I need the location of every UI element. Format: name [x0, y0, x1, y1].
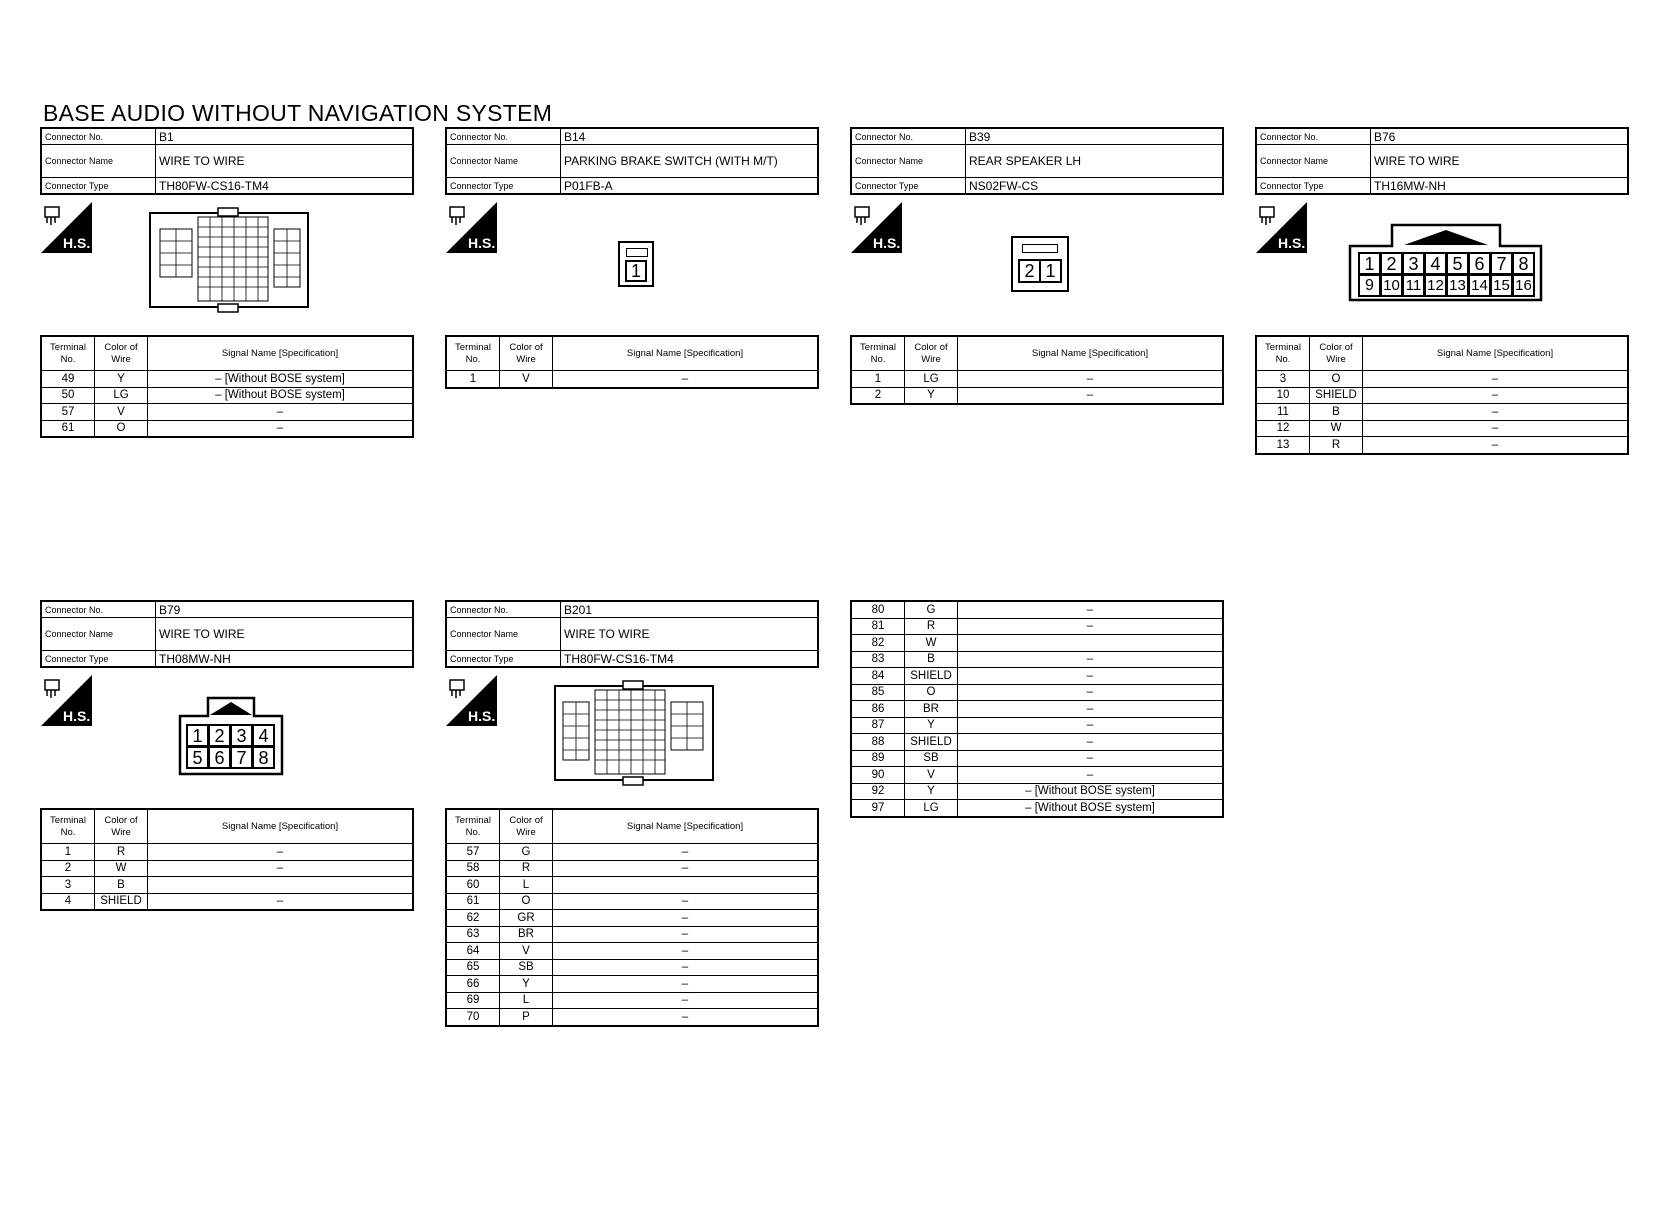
- pin: 1: [1358, 252, 1381, 275]
- signal-name-cell: –: [1363, 420, 1629, 437]
- table-row: [851, 783, 1223, 800]
- connector-diagram: [850, 195, 1224, 335]
- connector-name-label: Connector Name: [446, 145, 561, 178]
- connector-face: [178, 696, 284, 776]
- table-row: [446, 860, 818, 877]
- pin: 10: [1380, 274, 1403, 297]
- connector-no-label: Connector No.: [41, 601, 156, 618]
- pin: 5: [1446, 252, 1469, 275]
- table-row: [41, 877, 413, 894]
- pin: 3: [230, 724, 253, 747]
- terminal-no-cell: 61: [41, 420, 95, 437]
- connector-block-b1: [40, 127, 414, 438]
- pin: 4: [1424, 252, 1447, 275]
- wire-color-cell: W: [1310, 420, 1363, 437]
- connector-name-value: WIRE TO WIRE: [156, 145, 414, 178]
- table-row: [851, 734, 1223, 751]
- connector-no-label: Connector No.: [1256, 128, 1371, 145]
- color-of-wire-header: Color of Wire: [500, 809, 553, 844]
- signal-name-cell: –: [958, 387, 1224, 404]
- pin: 6: [1468, 252, 1491, 275]
- connector-no-value: B14: [561, 128, 819, 145]
- terminal-no-cell: 80: [851, 601, 905, 618]
- signal-name-cell: –: [1363, 404, 1629, 421]
- signal-name-cell: – [Without BOSE system]: [148, 387, 414, 404]
- terminal-no-cell: 13: [1256, 437, 1310, 454]
- table-row: [446, 943, 818, 960]
- terminal-no-header: Terminal No.: [41, 336, 95, 371]
- signal-name-cell: –: [958, 668, 1224, 685]
- signal-name-cell: –: [148, 893, 414, 910]
- terminal-no-cell: 49: [41, 371, 95, 388]
- signal-name-cell: –: [148, 420, 414, 437]
- wire-color-cell: Y: [905, 717, 958, 734]
- signal-name-cell: –: [148, 404, 414, 421]
- wire-color-cell: V: [500, 371, 553, 388]
- connector-name-value: WIRE TO WIRE: [561, 618, 819, 651]
- terminal-no-header: Terminal No.: [851, 336, 905, 371]
- svg-text:H.S.: H.S.: [468, 235, 496, 251]
- signal-name-cell: –: [958, 651, 1224, 668]
- wire-color-cell: GR: [500, 910, 553, 927]
- pin: 3: [1402, 252, 1425, 275]
- pin: 7: [230, 746, 253, 769]
- signal-name-cell: –: [553, 959, 819, 976]
- signal-name-header: Signal Name [Specification]: [553, 336, 819, 371]
- terminal-no-cell: 11: [1256, 404, 1310, 421]
- table-row: [446, 1009, 818, 1026]
- connector-face: [1011, 236, 1069, 292]
- wire-color-cell: R: [905, 618, 958, 635]
- signal-name-header: Signal Name [Specification]: [148, 809, 414, 844]
- color-of-wire-header: Color of Wire: [500, 336, 553, 371]
- signal-name-header: Signal Name [Specification]: [1363, 336, 1629, 371]
- terminal-no-cell: 82: [851, 635, 905, 652]
- hs-harness-side-icon: [41, 675, 92, 726]
- pin: 8: [1512, 252, 1535, 275]
- connector-type-label: Connector Type: [41, 178, 156, 195]
- terminal-no-cell: 69: [446, 992, 500, 1009]
- connector-name-value: PARKING BRAKE SWITCH (WITH M/T): [561, 145, 819, 178]
- signal-name-cell: –: [958, 601, 1224, 618]
- hs-harness-side-icon: [446, 675, 497, 726]
- wire-color-cell: V: [500, 943, 553, 960]
- continuation-block-b201: [850, 600, 1224, 818]
- terminal-no-cell: 85: [851, 684, 905, 701]
- terminal-no-cell: 92: [851, 783, 905, 800]
- terminal-no-cell: 3: [41, 877, 95, 894]
- pin: 12: [1424, 274, 1447, 297]
- table-row: [41, 844, 413, 861]
- terminal-no-header: Terminal No.: [446, 809, 500, 844]
- table-row: [41, 893, 413, 910]
- terminal-no-cell: 84: [851, 668, 905, 685]
- table-row: [851, 635, 1223, 652]
- pin: 4: [252, 724, 275, 747]
- wire-color-cell: O: [500, 893, 553, 910]
- svg-text:H.S.: H.S.: [873, 235, 901, 251]
- connector-diagram: [445, 668, 819, 808]
- pin: 1: [1039, 259, 1062, 283]
- pin: 13: [1446, 274, 1469, 297]
- terminal-no-header: Terminal No.: [446, 336, 500, 371]
- svg-text:H.S.: H.S.: [468, 708, 496, 724]
- table-row: [1256, 387, 1628, 404]
- terminal-no-cell: 90: [851, 767, 905, 784]
- table-row: [446, 910, 818, 927]
- wire-color-cell: Y: [905, 387, 958, 404]
- wire-color-cell: O: [1310, 371, 1363, 388]
- connector-type-value: P01FB-A: [561, 178, 819, 195]
- table-row: [446, 926, 818, 943]
- terminal-no-cell: 97: [851, 800, 905, 817]
- table-row: [1256, 404, 1628, 421]
- pin: 2: [208, 724, 231, 747]
- terminal-table: [850, 335, 1224, 405]
- terminal-no-cell: 60: [446, 877, 500, 894]
- terminal-no-cell: 64: [446, 943, 500, 960]
- signal-name-cell: –: [553, 976, 819, 993]
- wire-color-cell: B: [95, 877, 148, 894]
- signal-name-cell: –: [553, 860, 819, 877]
- wire-color-cell: BR: [905, 701, 958, 718]
- connector-name-label: Connector Name: [41, 145, 156, 178]
- pin: 9: [1358, 274, 1381, 297]
- signal-name-cell: –: [958, 371, 1224, 388]
- latch: [1022, 244, 1058, 253]
- connector-no-value: B76: [1371, 128, 1629, 145]
- terminal-table: [40, 808, 414, 911]
- connector-type-label: Connector Type: [851, 178, 966, 195]
- connector-info-table: [40, 127, 414, 195]
- wire-color-cell: Y: [905, 783, 958, 800]
- table-row: [41, 371, 413, 388]
- connector-no-label: Connector No.: [851, 128, 966, 145]
- signal-name-cell: –: [553, 371, 819, 388]
- connector-diagram: [40, 668, 414, 808]
- terminal-table: [40, 335, 414, 438]
- signal-name-cell: –: [958, 618, 1224, 635]
- terminal-table: [445, 335, 819, 389]
- terminal-no-cell: 3: [1256, 371, 1310, 388]
- terminal-no-cell: 83: [851, 651, 905, 668]
- wire-color-cell: G: [500, 844, 553, 861]
- wire-color-cell: R: [500, 860, 553, 877]
- connector-block-b201: [445, 600, 819, 1027]
- connector-info-table: [1255, 127, 1629, 195]
- wire-color-cell: SHIELD: [95, 893, 148, 910]
- terminal-no-cell: 61: [446, 893, 500, 910]
- wire-color-cell: P: [500, 1009, 553, 1026]
- table-row: [851, 651, 1223, 668]
- wire-color-cell: LG: [905, 800, 958, 817]
- connector-info-table: [850, 127, 1224, 195]
- pin: 11: [1402, 274, 1425, 297]
- table-row: [851, 800, 1223, 817]
- table-row: [851, 601, 1223, 618]
- terminal-no-cell: 88: [851, 734, 905, 751]
- terminal-no-cell: 63: [446, 926, 500, 943]
- connector-no-value: B79: [156, 601, 414, 618]
- connector-type-value: NS02FW-CS: [966, 178, 1224, 195]
- connector-no-label: Connector No.: [41, 128, 156, 145]
- pin: 1: [186, 724, 209, 747]
- table-row: [851, 684, 1223, 701]
- hs-harness-side-icon: [851, 202, 902, 253]
- terminal-no-cell: 1: [41, 844, 95, 861]
- wire-color-cell: B: [1310, 404, 1363, 421]
- table-row: [851, 767, 1223, 784]
- wire-color-cell: G: [905, 601, 958, 618]
- hs-harness-side-icon: [1256, 202, 1307, 253]
- latch: [626, 248, 648, 257]
- signal-name-cell: – [Without BOSE system]: [958, 783, 1224, 800]
- terminal-no-cell: 4: [41, 893, 95, 910]
- wire-color-cell: R: [1310, 437, 1363, 454]
- signal-name-cell: –: [553, 893, 819, 910]
- signal-name-cell: –: [1363, 371, 1629, 388]
- svg-text:H.S.: H.S.: [1278, 235, 1306, 251]
- connector-type-value: TH16MW-NH: [1371, 178, 1629, 195]
- connector-no-label: Connector No.: [446, 601, 561, 618]
- connector-diagram: [1255, 195, 1629, 335]
- connector-type-label: Connector Type: [446, 178, 561, 195]
- color-of-wire-header: Color of Wire: [95, 336, 148, 371]
- signal-name-cell: – [Without BOSE system]: [148, 371, 414, 388]
- connector-diagram: [445, 195, 819, 335]
- wire-color-cell: W: [905, 635, 958, 652]
- table-row: [851, 717, 1223, 734]
- svg-text:H.S.: H.S.: [63, 708, 91, 724]
- table-row: [446, 371, 818, 388]
- signal-name-cell: –: [958, 767, 1224, 784]
- wire-color-cell: SHIELD: [1310, 387, 1363, 404]
- connector-type-label: Connector Type: [446, 651, 561, 668]
- table-row: [851, 750, 1223, 767]
- connector-name-label: Connector Name: [1256, 145, 1371, 178]
- connector-block-b39: [850, 127, 1224, 405]
- svg-text:H.S.: H.S.: [63, 235, 91, 251]
- terminal-table: [445, 808, 819, 1027]
- table-row: [446, 959, 818, 976]
- connector-name-value: WIRE TO WIRE: [1371, 145, 1629, 178]
- pin: 8: [252, 746, 275, 769]
- connector-diagram: [40, 195, 414, 335]
- pin: 2: [1018, 259, 1041, 283]
- signal-name-cell: [958, 635, 1224, 652]
- terminal-no-cell: 2: [41, 860, 95, 877]
- table-row: [446, 976, 818, 993]
- connector-no-value: B201: [561, 601, 819, 618]
- connector-info-table: [445, 127, 819, 195]
- terminal-no-header: Terminal No.: [41, 809, 95, 844]
- signal-name-cell: [148, 877, 414, 894]
- signal-name-cell: –: [553, 844, 819, 861]
- color-of-wire-header: Color of Wire: [1310, 336, 1363, 371]
- terminal-no-cell: 57: [446, 844, 500, 861]
- table-row: [41, 387, 413, 404]
- terminal-no-cell: 81: [851, 618, 905, 635]
- connector-block-b14: [445, 127, 819, 389]
- wire-color-cell: W: [95, 860, 148, 877]
- signal-name-cell: – [Without BOSE system]: [958, 800, 1224, 817]
- terminal-no-header: Terminal No.: [1256, 336, 1310, 371]
- connector-type-value: TH80FW-CS16-TM4: [156, 178, 414, 195]
- signal-name-header: Signal Name [Specification]: [553, 809, 819, 844]
- wire-color-cell: Y: [95, 371, 148, 388]
- terminal-no-cell: 50: [41, 387, 95, 404]
- terminal-no-cell: 70: [446, 1009, 500, 1026]
- signal-name-cell: –: [958, 734, 1224, 751]
- table-row: [851, 618, 1223, 635]
- connector-80pin-face-icon: [148, 207, 312, 313]
- terminal-no-cell: 89: [851, 750, 905, 767]
- pin: 7: [1490, 252, 1513, 275]
- wire-color-cell: SB: [500, 959, 553, 976]
- connector-no-value: B39: [966, 128, 1224, 145]
- signal-name-cell: –: [148, 860, 414, 877]
- connector-name-value: REAR SPEAKER LH: [966, 145, 1224, 178]
- hs-harness-side-icon: [41, 202, 92, 253]
- table-row: [41, 420, 413, 437]
- color-of-wire-header: Color of Wire: [95, 809, 148, 844]
- pin: 2: [1380, 252, 1403, 275]
- terminal-no-cell: 87: [851, 717, 905, 734]
- wire-color-cell: O: [905, 684, 958, 701]
- wire-color-cell: L: [500, 877, 553, 894]
- table-row: [446, 877, 818, 894]
- terminal-no-cell: 1: [446, 371, 500, 388]
- signal-name-cell: –: [148, 844, 414, 861]
- wire-color-cell: O: [95, 420, 148, 437]
- pin: 5: [186, 746, 209, 769]
- pin: 16: [1512, 274, 1535, 297]
- table-row: [41, 404, 413, 421]
- page-title: BASE AUDIO WITHOUT NAVIGATION SYSTEM: [43, 100, 553, 126]
- table-row: [1256, 437, 1628, 454]
- pin-grid: [1358, 252, 1534, 296]
- color-of-wire-header: Color of Wire: [905, 336, 958, 371]
- terminal-no-cell: 12: [1256, 420, 1310, 437]
- pin: 15: [1490, 274, 1513, 297]
- pin: 14: [1468, 274, 1491, 297]
- signal-name-cell: –: [958, 750, 1224, 767]
- table-row: [446, 893, 818, 910]
- wire-color-cell: LG: [95, 387, 148, 404]
- signal-name-cell: –: [958, 701, 1224, 718]
- table-row: [851, 371, 1223, 388]
- terminal-no-cell: 1: [851, 371, 905, 388]
- wire-color-cell: LG: [905, 371, 958, 388]
- pin: 1: [625, 260, 647, 282]
- connector-name-label: Connector Name: [851, 145, 966, 178]
- connector-type-value: TH08MW-NH: [156, 651, 414, 668]
- wire-color-cell: B: [905, 651, 958, 668]
- table-row: [41, 860, 413, 877]
- terminal-no-cell: 66: [446, 976, 500, 993]
- signal-name-cell: –: [553, 910, 819, 927]
- terminal-no-cell: 10: [1256, 387, 1310, 404]
- signal-name-header: Signal Name [Specification]: [958, 336, 1224, 371]
- terminal-no-cell: 2: [851, 387, 905, 404]
- terminal-table: [1255, 335, 1629, 455]
- table-row: [446, 992, 818, 1009]
- signal-name-cell: –: [958, 684, 1224, 701]
- table-row: [1256, 371, 1628, 388]
- signal-name-header: Signal Name [Specification]: [148, 336, 414, 371]
- connector-block-b76: [1255, 127, 1629, 455]
- wire-color-cell: V: [95, 404, 148, 421]
- signal-name-cell: –: [1363, 387, 1629, 404]
- connector-type-label: Connector Type: [1256, 178, 1371, 195]
- connector-no-value: B1: [156, 128, 414, 145]
- wire-color-cell: BR: [500, 926, 553, 943]
- signal-name-cell: –: [1363, 437, 1629, 454]
- wire-color-cell: V: [905, 767, 958, 784]
- signal-name-cell: –: [553, 926, 819, 943]
- signal-name-cell: –: [958, 717, 1224, 734]
- signal-name-cell: –: [553, 992, 819, 1009]
- terminal-no-cell: 57: [41, 404, 95, 421]
- table-row: [851, 387, 1223, 404]
- table-row: [851, 701, 1223, 718]
- signal-name-cell: –: [553, 943, 819, 960]
- connector-80pin-face-icon: [553, 680, 717, 786]
- table-row: [1256, 420, 1628, 437]
- table-row: [446, 844, 818, 861]
- terminal-no-cell: 58: [446, 860, 500, 877]
- connector-name-label: Connector Name: [41, 618, 156, 651]
- wire-color-cell: L: [500, 992, 553, 1009]
- terminal-no-cell: 62: [446, 910, 500, 927]
- connector-info-table: [445, 600, 819, 668]
- signal-name-cell: [553, 877, 819, 894]
- connector-name-value: WIRE TO WIRE: [156, 618, 414, 651]
- wire-color-cell: Y: [500, 976, 553, 993]
- wire-color-cell: SB: [905, 750, 958, 767]
- hs-harness-side-icon: [446, 202, 497, 253]
- connector-name-label: Connector Name: [446, 618, 561, 651]
- table-row: [851, 668, 1223, 685]
- terminal-no-cell: 65: [446, 959, 500, 976]
- connector-block-b79: [40, 600, 414, 911]
- terminal-table-continued: [850, 600, 1224, 818]
- connector-type-label: Connector Type: [41, 651, 156, 668]
- connector-type-value: TH80FW-CS16-TM4: [561, 651, 819, 668]
- pin: 6: [208, 746, 231, 769]
- connector-no-label: Connector No.: [446, 128, 561, 145]
- terminal-no-cell: 86: [851, 701, 905, 718]
- signal-name-cell: –: [553, 1009, 819, 1026]
- wire-color-cell: SHIELD: [905, 734, 958, 751]
- wire-color-cell: SHIELD: [905, 668, 958, 685]
- wire-color-cell: R: [95, 844, 148, 861]
- connector-info-table: [40, 600, 414, 668]
- connector-face: [618, 241, 654, 287]
